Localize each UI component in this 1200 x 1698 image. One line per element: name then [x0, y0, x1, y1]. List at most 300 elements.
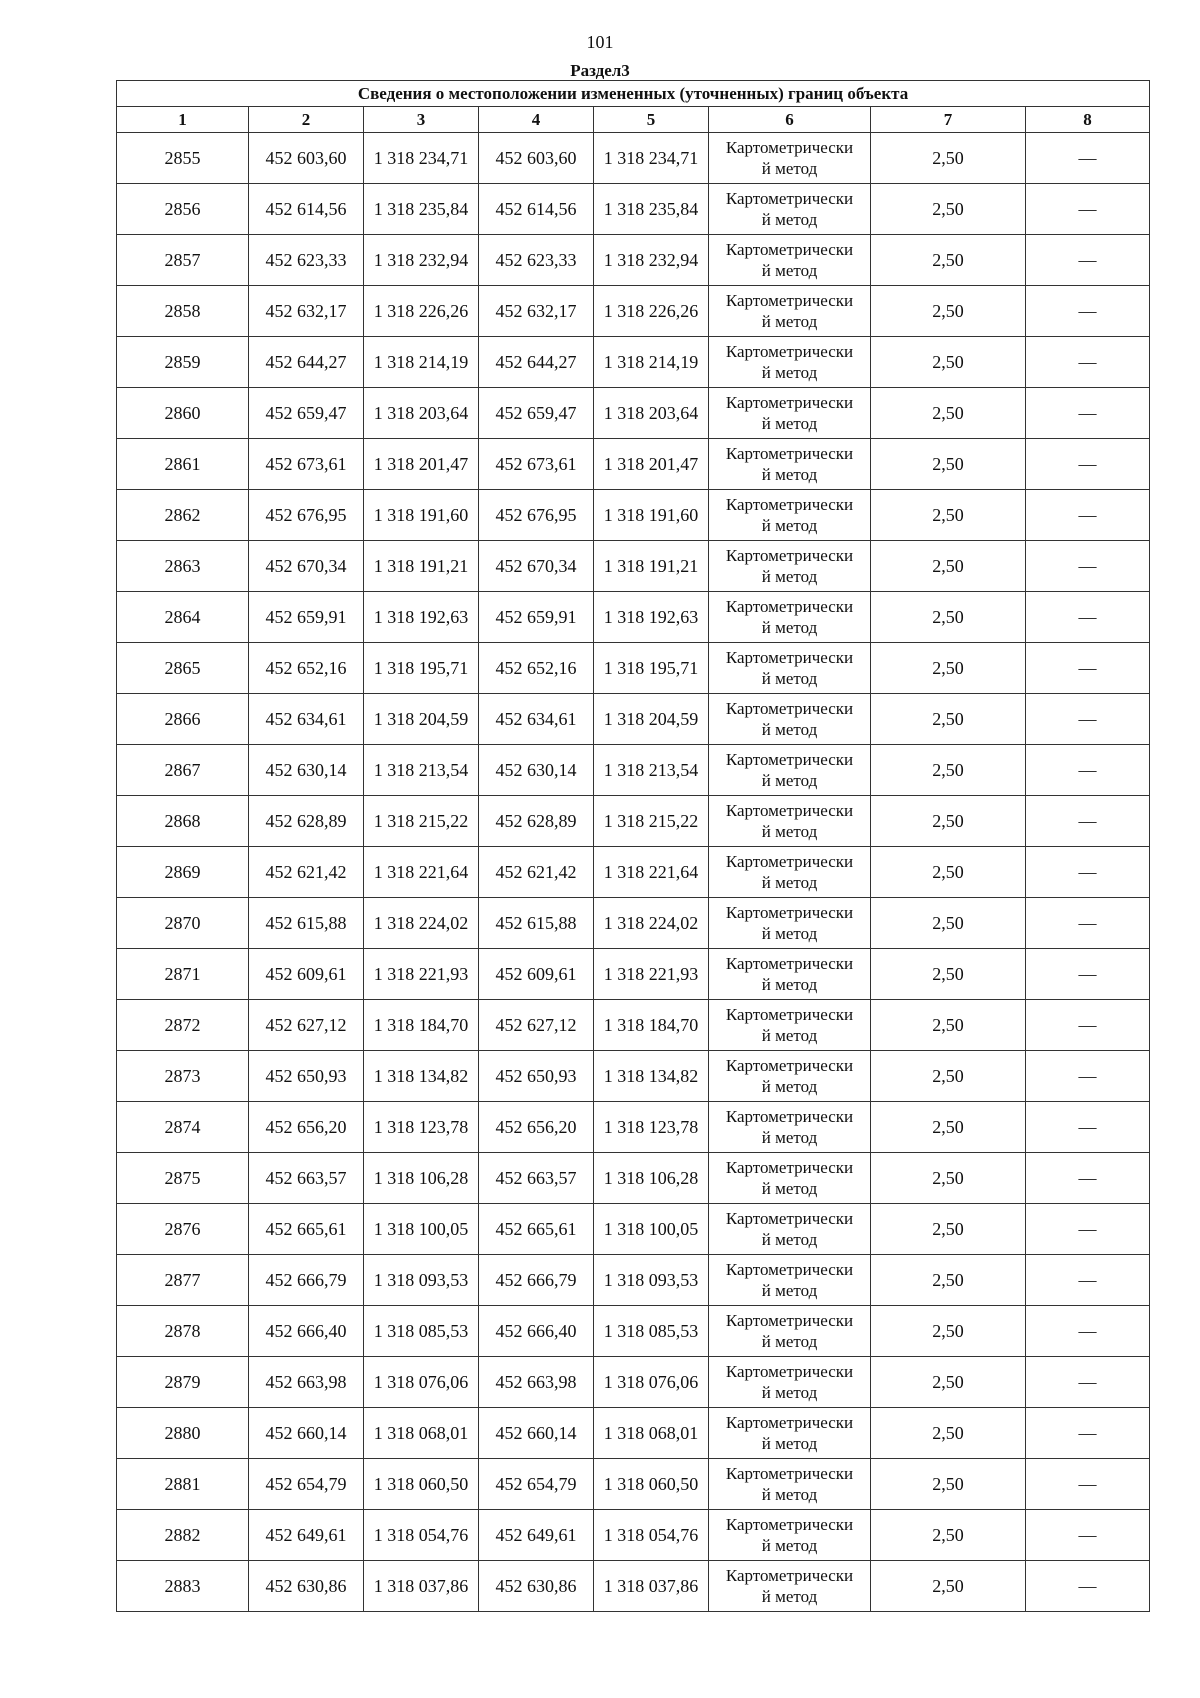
accuracy-cell: 2,50 [871, 643, 1026, 694]
y-existing-cell: 1 318 221,64 [364, 847, 479, 898]
note-cell: — [1026, 490, 1150, 541]
method-cell [709, 949, 871, 1000]
y-existing-cell: 1 318 215,22 [364, 796, 479, 847]
y-existing-cell: 1 318 068,01 [364, 1408, 479, 1459]
method-text-line: й метод [761, 720, 818, 739]
note-cell: — [1026, 1306, 1150, 1357]
accuracy-cell: 2,50 [871, 439, 1026, 490]
method-cell [709, 337, 871, 388]
method-cell [709, 1561, 871, 1612]
method-cell [709, 898, 871, 949]
y-existing-cell: 1 318 123,78 [364, 1102, 479, 1153]
y-existing-cell: 1 318 054,76 [364, 1510, 479, 1561]
accuracy-cell: 2,50 [871, 1459, 1026, 1510]
method-cell [709, 1408, 871, 1459]
x-new-cell: 452 670,34 [479, 541, 594, 592]
point-number-cell: 2873 [117, 1051, 249, 1102]
method-text-line: й метод [761, 1536, 818, 1555]
point-number-cell: 2878 [117, 1306, 249, 1357]
accuracy-cell: 2,50 [871, 694, 1026, 745]
method-text-line: й метод [761, 567, 818, 586]
point-number-cell: 2881 [117, 1459, 249, 1510]
column-number-8: 8 [1026, 107, 1150, 133]
method-text-line: Картометрически [725, 750, 854, 769]
y-new-cell: 1 318 123,78 [594, 1102, 709, 1153]
table-row [117, 184, 1150, 235]
y-new-cell: 1 318 191,21 [594, 541, 709, 592]
y-new-cell: 1 318 085,53 [594, 1306, 709, 1357]
y-existing-cell: 1 318 201,47 [364, 439, 479, 490]
point-number-cell: 2863 [117, 541, 249, 592]
point-number-cell: 2883 [117, 1561, 249, 1612]
y-existing-cell: 1 318 234,71 [364, 133, 479, 184]
method-cell [709, 694, 871, 745]
method-cell [709, 1510, 871, 1561]
x-new-cell: 452 666,79 [479, 1255, 594, 1306]
y-existing-cell: 1 318 203,64 [364, 388, 479, 439]
table-row [117, 1000, 1150, 1051]
y-new-cell: 1 318 221,93 [594, 949, 709, 1000]
point-number-cell: 2857 [117, 235, 249, 286]
note-cell: — [1026, 1357, 1150, 1408]
method-text-line: й метод [761, 261, 818, 280]
method-text-line: й метод [761, 1383, 818, 1402]
method-cell [709, 1051, 871, 1102]
method-text-line: й метод [761, 873, 818, 892]
y-new-cell: 1 318 214,19 [594, 337, 709, 388]
table-row [117, 541, 1150, 592]
point-number-cell: 2861 [117, 439, 249, 490]
method-text-line: Картометрически [725, 1413, 854, 1432]
table-row [117, 490, 1150, 541]
y-existing-cell: 1 318 192,63 [364, 592, 479, 643]
method-text-line: Картометрически [725, 1005, 854, 1024]
point-number-cell: 2880 [117, 1408, 249, 1459]
table-row [117, 1306, 1150, 1357]
x-new-cell: 452 649,61 [479, 1510, 594, 1561]
y-new-cell: 1 318 060,50 [594, 1459, 709, 1510]
table-row [117, 745, 1150, 796]
method-text-line: й метод [761, 312, 818, 331]
y-existing-cell: 1 318 232,94 [364, 235, 479, 286]
page-number: 101 [586, 32, 614, 52]
accuracy-cell: 2,50 [871, 1153, 1026, 1204]
table-row [117, 235, 1150, 286]
method-text-line: й метод [761, 1434, 818, 1453]
column-number-6: 6 [709, 107, 871, 133]
method-cell [709, 490, 871, 541]
accuracy-cell: 2,50 [871, 1000, 1026, 1051]
y-new-cell: 1 318 134,82 [594, 1051, 709, 1102]
table-row [117, 337, 1150, 388]
method-cell [709, 541, 871, 592]
table-row [117, 847, 1150, 898]
x-new-cell: 452 676,95 [479, 490, 594, 541]
method-text-line: Картометрически [725, 1056, 854, 1075]
x-existing-cell: 452 632,17 [249, 286, 364, 337]
method-cell [709, 1357, 871, 1408]
accuracy-cell: 2,50 [871, 898, 1026, 949]
method-text-line: й метод [761, 1077, 818, 1096]
method-text-line: Картометрически [725, 1158, 854, 1177]
x-existing-cell: 452 630,86 [249, 1561, 364, 1612]
column-number-1: 1 [117, 107, 249, 133]
point-number-cell: 2872 [117, 1000, 249, 1051]
method-text-line: Картометрически [725, 393, 854, 412]
x-new-cell: 452 609,61 [479, 949, 594, 1000]
accuracy-cell: 2,50 [871, 541, 1026, 592]
point-number-cell: 2862 [117, 490, 249, 541]
note-cell: — [1026, 1510, 1150, 1561]
point-number-cell: 2871 [117, 949, 249, 1000]
method-text-line: Картометрически [725, 444, 854, 463]
y-new-cell: 1 318 076,06 [594, 1357, 709, 1408]
table-row [117, 1204, 1150, 1255]
y-existing-cell: 1 318 060,50 [364, 1459, 479, 1510]
section-title: Раздел3 [570, 61, 630, 80]
point-number-cell: 2877 [117, 1255, 249, 1306]
method-text-line: Картометрически [725, 138, 854, 157]
y-new-cell: 1 318 215,22 [594, 796, 709, 847]
point-number-cell: 2870 [117, 898, 249, 949]
x-new-cell: 452 665,61 [479, 1204, 594, 1255]
x-existing-cell: 452 652,16 [249, 643, 364, 694]
y-existing-cell: 1 318 191,21 [364, 541, 479, 592]
method-cell [709, 1204, 871, 1255]
x-existing-cell: 452 659,47 [249, 388, 364, 439]
accuracy-cell: 2,50 [871, 235, 1026, 286]
x-new-cell: 452 630,14 [479, 745, 594, 796]
accuracy-cell: 2,50 [871, 592, 1026, 643]
table-row [117, 949, 1150, 1000]
note-cell: — [1026, 745, 1150, 796]
accuracy-cell: 2,50 [871, 1255, 1026, 1306]
method-text-line: й метод [761, 1026, 818, 1045]
point-number-cell: 2879 [117, 1357, 249, 1408]
x-new-cell: 452 654,79 [479, 1459, 594, 1510]
point-number-cell: 2860 [117, 388, 249, 439]
x-new-cell: 452 603,60 [479, 133, 594, 184]
point-number-cell: 2882 [117, 1510, 249, 1561]
y-existing-cell: 1 318 195,71 [364, 643, 479, 694]
x-existing-cell: 452 614,56 [249, 184, 364, 235]
y-existing-cell: 1 318 093,53 [364, 1255, 479, 1306]
y-new-cell: 1 318 068,01 [594, 1408, 709, 1459]
y-new-cell: 1 318 224,02 [594, 898, 709, 949]
method-text-line: Картометрически [725, 1362, 854, 1381]
method-text-line: й метод [761, 1179, 818, 1198]
method-cell [709, 286, 871, 337]
table-row [117, 694, 1150, 745]
x-new-cell: 452 666,40 [479, 1306, 594, 1357]
note-cell: — [1026, 1102, 1150, 1153]
method-cell [709, 133, 871, 184]
y-new-cell: 1 318 184,70 [594, 1000, 709, 1051]
column-number-7: 7 [871, 107, 1026, 133]
x-new-cell: 452 627,12 [479, 1000, 594, 1051]
x-existing-cell: 452 656,20 [249, 1102, 364, 1153]
method-text-line: й метод [761, 465, 818, 484]
note-cell: — [1026, 235, 1150, 286]
method-text-line: й метод [761, 618, 818, 637]
method-text-line: Картометрически [725, 852, 854, 871]
x-new-cell: 452 644,27 [479, 337, 594, 388]
x-existing-cell: 452 628,89 [249, 796, 364, 847]
point-number-cell: 2868 [117, 796, 249, 847]
note-cell: — [1026, 541, 1150, 592]
y-new-cell: 1 318 201,47 [594, 439, 709, 490]
x-existing-cell: 452 615,88 [249, 898, 364, 949]
accuracy-cell: 2,50 [871, 1102, 1026, 1153]
method-cell [709, 388, 871, 439]
x-existing-cell: 452 603,60 [249, 133, 364, 184]
method-text-line: й метод [761, 669, 818, 688]
y-new-cell: 1 318 213,54 [594, 745, 709, 796]
method-text-line: Картометрически [725, 1209, 854, 1228]
method-text-line: й метод [761, 1587, 818, 1606]
method-text-line: Картометрически [725, 240, 854, 259]
note-cell: — [1026, 1153, 1150, 1204]
x-new-cell: 452 673,61 [479, 439, 594, 490]
table-row [117, 592, 1150, 643]
method-text-line: Картометрически [725, 954, 854, 973]
note-cell: — [1026, 439, 1150, 490]
method-cell [709, 1000, 871, 1051]
method-text-line: й метод [761, 1485, 818, 1504]
column-number-row [117, 107, 1150, 133]
x-existing-cell: 452 644,27 [249, 337, 364, 388]
point-number-cell: 2859 [117, 337, 249, 388]
y-existing-cell: 1 318 235,84 [364, 184, 479, 235]
method-text-line: Картометрически [725, 546, 854, 565]
y-new-cell: 1 318 203,64 [594, 388, 709, 439]
table-row [117, 286, 1150, 337]
method-cell [709, 1459, 871, 1510]
accuracy-cell: 2,50 [871, 286, 1026, 337]
accuracy-cell: 2,50 [871, 1408, 1026, 1459]
y-existing-cell: 1 318 100,05 [364, 1204, 479, 1255]
note-cell: — [1026, 1000, 1150, 1051]
accuracy-cell: 2,50 [871, 1357, 1026, 1408]
method-cell [709, 796, 871, 847]
x-existing-cell: 452 634,61 [249, 694, 364, 745]
x-existing-cell: 452 673,61 [249, 439, 364, 490]
y-existing-cell: 1 318 226,26 [364, 286, 479, 337]
note-cell: — [1026, 694, 1150, 745]
table-row [117, 1357, 1150, 1408]
method-text-line: Картометрически [725, 903, 854, 922]
method-cell [709, 184, 871, 235]
y-existing-cell: 1 318 076,06 [364, 1357, 479, 1408]
column-number-3: 3 [364, 107, 479, 133]
method-cell [709, 847, 871, 898]
point-number-cell: 2875 [117, 1153, 249, 1204]
method-text-line: Картометрически [725, 648, 854, 667]
y-new-cell: 1 318 235,84 [594, 184, 709, 235]
point-number-cell: 2856 [117, 184, 249, 235]
y-new-cell: 1 318 093,53 [594, 1255, 709, 1306]
y-existing-cell: 1 318 191,60 [364, 490, 479, 541]
y-new-cell: 1 318 054,76 [594, 1510, 709, 1561]
accuracy-cell: 2,50 [871, 796, 1026, 847]
note-cell: — [1026, 1459, 1150, 1510]
x-new-cell: 452 660,14 [479, 1408, 594, 1459]
note-cell: — [1026, 286, 1150, 337]
note-cell: — [1026, 388, 1150, 439]
method-text-line: Картометрически [725, 699, 854, 718]
x-existing-cell: 452 666,79 [249, 1255, 364, 1306]
y-existing-cell: 1 318 213,54 [364, 745, 479, 796]
x-existing-cell: 452 650,93 [249, 1051, 364, 1102]
method-cell [709, 235, 871, 286]
y-existing-cell: 1 318 037,86 [364, 1561, 479, 1612]
table-row [117, 796, 1150, 847]
note-cell: — [1026, 898, 1150, 949]
accuracy-cell: 2,50 [871, 1204, 1026, 1255]
y-existing-cell: 1 318 184,70 [364, 1000, 479, 1051]
method-text-line: Картометрически [725, 597, 854, 616]
y-new-cell: 1 318 100,05 [594, 1204, 709, 1255]
x-new-cell: 452 634,61 [479, 694, 594, 745]
y-existing-cell: 1 318 214,19 [364, 337, 479, 388]
note-cell: — [1026, 1408, 1150, 1459]
x-existing-cell: 452 609,61 [249, 949, 364, 1000]
y-existing-cell: 1 318 106,28 [364, 1153, 479, 1204]
y-existing-cell: 1 318 204,59 [364, 694, 479, 745]
x-existing-cell: 452 627,12 [249, 1000, 364, 1051]
x-existing-cell: 452 654,79 [249, 1459, 364, 1510]
table-row [117, 643, 1150, 694]
y-new-cell: 1 318 234,71 [594, 133, 709, 184]
accuracy-cell: 2,50 [871, 337, 1026, 388]
point-number-cell: 2876 [117, 1204, 249, 1255]
x-new-cell: 452 628,89 [479, 796, 594, 847]
method-text-line: й метод [761, 516, 818, 535]
method-text-line: Картометрически [725, 1566, 854, 1585]
method-text-line: й метод [761, 771, 818, 790]
x-new-cell: 452 659,91 [479, 592, 594, 643]
x-existing-cell: 452 663,57 [249, 1153, 364, 1204]
method-text-line: Картометрически [725, 495, 854, 514]
table-row [117, 1510, 1150, 1561]
y-new-cell: 1 318 221,64 [594, 847, 709, 898]
method-text-line: й метод [761, 924, 818, 943]
point-number-cell: 2864 [117, 592, 249, 643]
note-cell: — [1026, 1204, 1150, 1255]
table-row [117, 133, 1150, 184]
x-existing-cell: 452 659,91 [249, 592, 364, 643]
method-cell [709, 1255, 871, 1306]
y-new-cell: 1 318 192,63 [594, 592, 709, 643]
accuracy-cell: 2,50 [871, 1561, 1026, 1612]
method-cell [709, 1306, 871, 1357]
accuracy-cell: 2,50 [871, 745, 1026, 796]
table-row [117, 1408, 1150, 1459]
method-text-line: й метод [761, 414, 818, 433]
x-new-cell: 452 623,33 [479, 235, 594, 286]
table-row [117, 1051, 1150, 1102]
y-new-cell: 1 318 195,71 [594, 643, 709, 694]
x-existing-cell: 452 663,98 [249, 1357, 364, 1408]
y-new-cell: 1 318 204,59 [594, 694, 709, 745]
accuracy-cell: 2,50 [871, 133, 1026, 184]
note-cell: — [1026, 1255, 1150, 1306]
y-existing-cell: 1 318 085,53 [364, 1306, 479, 1357]
column-number-2: 2 [249, 107, 364, 133]
accuracy-cell: 2,50 [871, 1306, 1026, 1357]
note-cell: — [1026, 592, 1150, 643]
table-row [117, 1561, 1150, 1612]
method-cell [709, 439, 871, 490]
method-text-line: Картометрически [725, 1464, 854, 1483]
method-text-line: й метод [761, 1281, 818, 1300]
x-new-cell: 452 630,86 [479, 1561, 594, 1612]
table-row [117, 388, 1150, 439]
x-existing-cell: 452 665,61 [249, 1204, 364, 1255]
table-body [117, 133, 1150, 1612]
method-cell [709, 643, 871, 694]
point-number-cell: 2866 [117, 694, 249, 745]
method-text-line: й метод [761, 1332, 818, 1351]
x-existing-cell: 452 649,61 [249, 1510, 364, 1561]
x-new-cell: 452 615,88 [479, 898, 594, 949]
point-number-cell: 2865 [117, 643, 249, 694]
x-new-cell: 452 663,98 [479, 1357, 594, 1408]
table-row [117, 1255, 1150, 1306]
note-cell: — [1026, 337, 1150, 388]
method-cell [709, 745, 871, 796]
method-text-line: й метод [761, 210, 818, 229]
method-text-line: Картометрически [725, 291, 854, 310]
note-cell: — [1026, 643, 1150, 694]
table-row [117, 898, 1150, 949]
x-new-cell: 452 663,57 [479, 1153, 594, 1204]
accuracy-cell: 2,50 [871, 847, 1026, 898]
point-number-cell: 2858 [117, 286, 249, 337]
table-row [117, 1153, 1150, 1204]
method-text-line: й метод [761, 1128, 818, 1147]
accuracy-cell: 2,50 [871, 949, 1026, 1000]
note-cell: — [1026, 1561, 1150, 1612]
method-text-line: Картометрически [725, 1260, 854, 1279]
method-text-line: Картометрически [725, 189, 854, 208]
y-new-cell: 1 318 037,86 [594, 1561, 709, 1612]
coordinates-table [116, 80, 1150, 1612]
x-new-cell: 452 652,16 [479, 643, 594, 694]
method-cell [709, 592, 871, 643]
y-new-cell: 1 318 226,26 [594, 286, 709, 337]
method-cell [709, 1153, 871, 1204]
x-existing-cell: 452 676,95 [249, 490, 364, 541]
table-row [117, 439, 1150, 490]
x-new-cell: 452 659,47 [479, 388, 594, 439]
table-row [117, 1102, 1150, 1153]
method-text-line: й метод [761, 159, 818, 178]
method-text-line: Картометрически [725, 1311, 854, 1330]
table-title: Сведения о местоположении измененных (уточненных) границ объекта [117, 81, 1150, 107]
accuracy-cell: 2,50 [871, 388, 1026, 439]
accuracy-cell: 2,50 [871, 1051, 1026, 1102]
column-number-4: 4 [479, 107, 594, 133]
y-existing-cell: 1 318 134,82 [364, 1051, 479, 1102]
method-text-line: Картометрически [725, 342, 854, 361]
x-new-cell: 452 621,42 [479, 847, 594, 898]
x-existing-cell: 452 660,14 [249, 1408, 364, 1459]
note-cell: — [1026, 949, 1150, 1000]
point-number-cell: 2869 [117, 847, 249, 898]
accuracy-cell: 2,50 [871, 1510, 1026, 1561]
x-existing-cell: 452 623,33 [249, 235, 364, 286]
